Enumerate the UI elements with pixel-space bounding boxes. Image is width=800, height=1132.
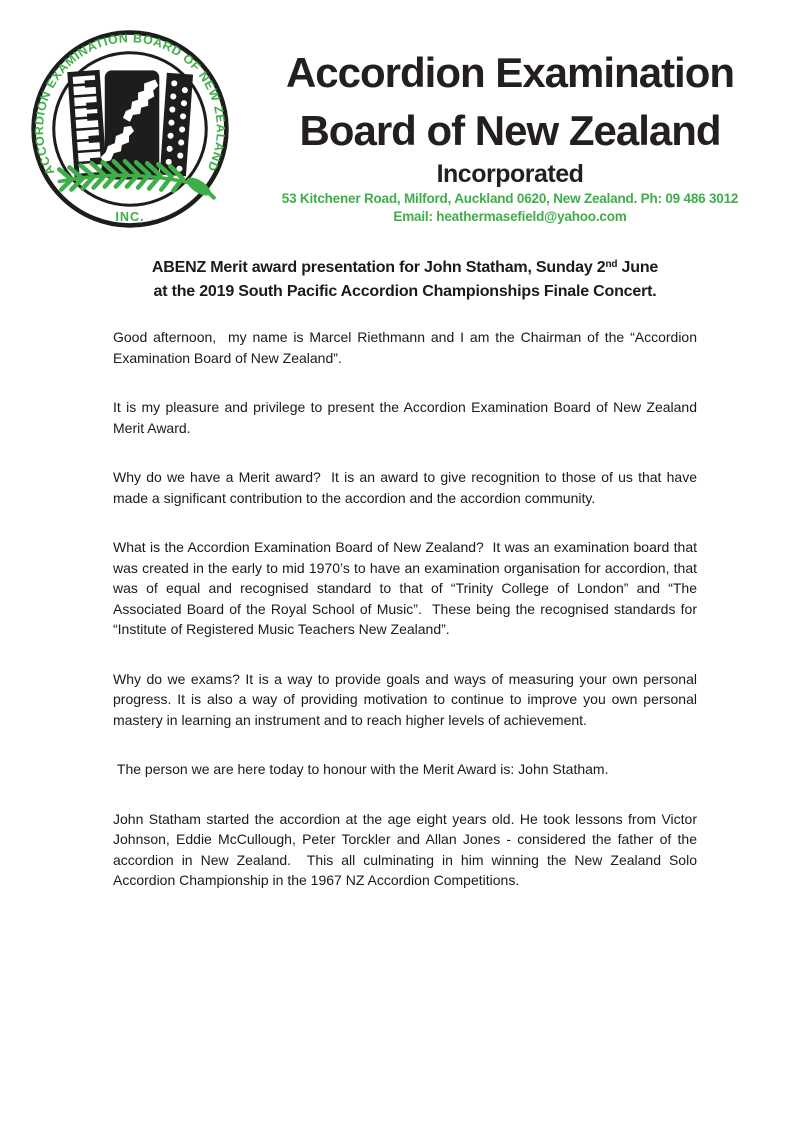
document-heading-line1 xyxy=(113,257,697,281)
heading-superscript: nd xyxy=(605,259,618,270)
paragraph-what-is-abenz: What is the Accordion Examination Board of New Zealand? It was an examination board that was created in the early to mid 1970’s to have an examination organisation for accordion, that was of equal and recognised standard to that of “Trinity College of London” and “The Associated Board of the Royal School of Music”. These being the recognised standards for “Institute of Registered Music Teachers New Zealand”. xyxy=(113,539,701,637)
paragraph-greeting: Good afternoon, my name is Marcel Riethmann and I am the Chairman of the “Accordion Examination Board of New Zealand”. xyxy=(113,329,701,366)
document-body xyxy=(113,327,701,891)
abenz-logo xyxy=(26,28,234,232)
org-subtitle: Incorporated xyxy=(436,160,584,188)
document-heading xyxy=(113,257,697,303)
paragraph-why-exams: Why do we exams? It is a way to provide goals and ways of measuring your own personal progress. It is also a way of providing motivation to continue to improve you own personal mastery in learning an instrument and to reach higher levels of achievement. xyxy=(113,670,701,728)
accordion-keyboard-icon xyxy=(70,73,104,177)
paragraph-why-merit-award: Why do we have a Merit award? It is an award to give recognition to those of us that have made a significant contribution to the accordion and the accordion community. xyxy=(113,469,701,506)
logo-inc-label: INC. xyxy=(115,209,145,224)
paragraph-pleasure: It is my pleasure and privilege to present the Accordion Examination Board of New Zealand Merit Award. xyxy=(113,399,701,436)
org-address: 53 Kitchener Road, Milford, Auckland 0620, New Zealand. Ph: 09 486 3012 xyxy=(281,191,739,206)
document-heading-line2: at the 2019 South Pacific Accordion Championships Finale Concert. xyxy=(153,283,657,300)
paragraph-john-statham-bio: John Statham started the accordion at the age eight years old. He took lessons from Victor Johnson, Eddie McCullough, Peter Torckler and Allan Jones - considered the father of the accordion in New Zealand. This all culminating in him winning the New Zealand Solo Accordion Championship in the 1967 NZ Accordion Competitions. xyxy=(113,810,701,888)
org-title-line2: Board of New Zealand xyxy=(299,107,721,154)
letterhead xyxy=(240,44,780,226)
org-email: Email: heathermasefield@yahoo.com xyxy=(393,209,627,224)
abenz-logo-graphic xyxy=(26,28,234,232)
paragraph-honouree: The person we are here today to honour with the Merit Award is: John Statham. xyxy=(113,761,609,777)
logo-ring-text: ACCORDION EXAMINATION BOARD OF NEW ZEALAND xyxy=(32,31,228,178)
heading-text: ABENZ Merit award presentation for John Statham, Sunday 2 xyxy=(151,259,606,276)
org-title-line1: Accordion Examination xyxy=(285,49,735,96)
heading-text: June xyxy=(617,259,659,276)
